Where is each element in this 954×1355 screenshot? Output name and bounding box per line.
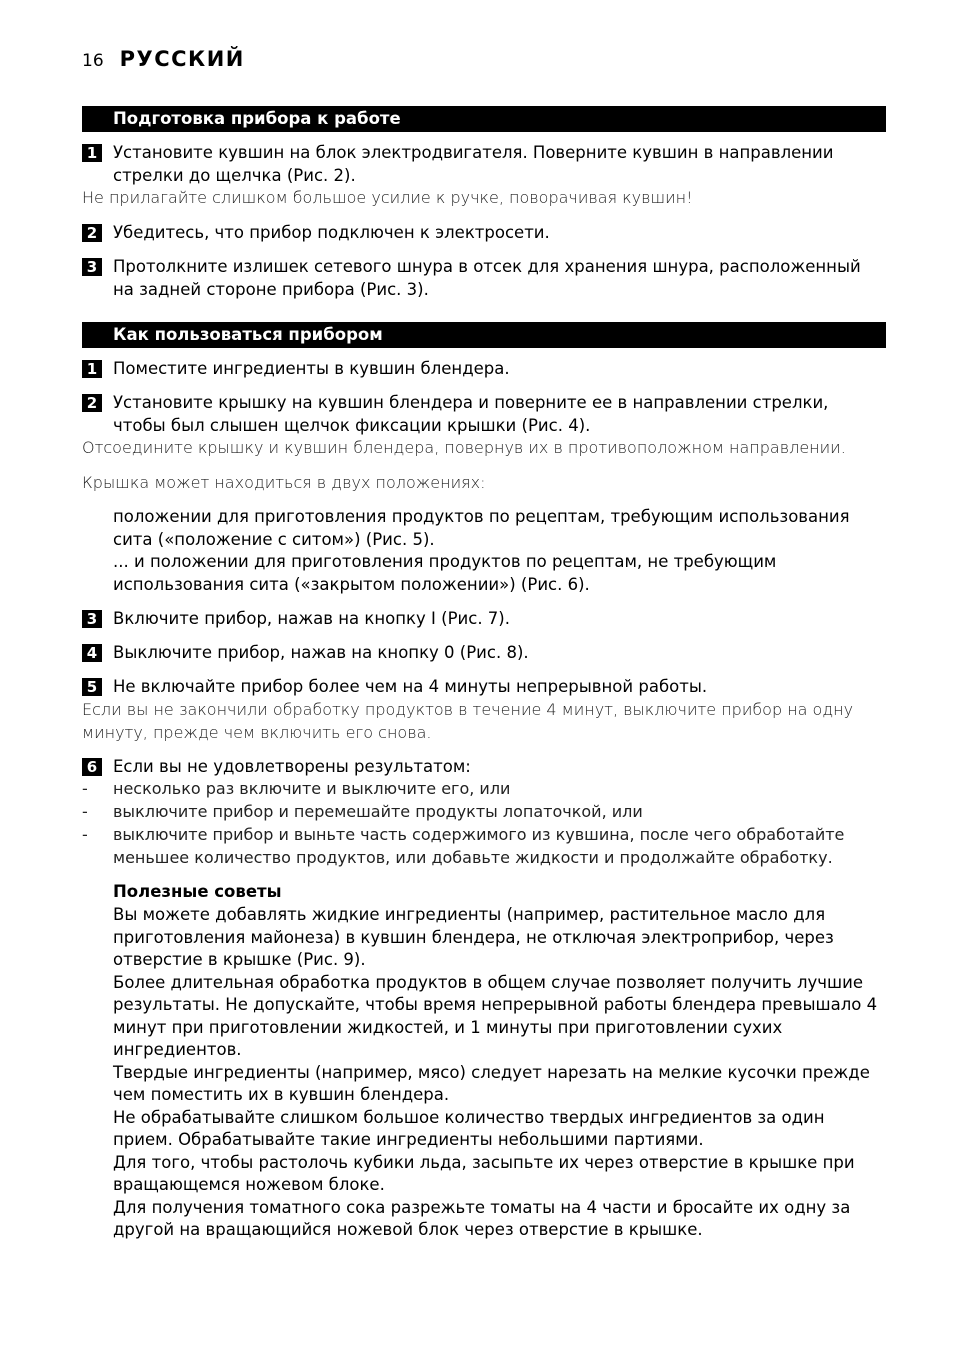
usage-step-1: [82, 358, 886, 381]
section-heading-usage: Как пользоваться прибором: [82, 322, 886, 348]
tips-heading: Полезные советы: [113, 882, 282, 901]
step-text: Протолкните излишек сетевого шнура в отсек для хранения шнура, расположенный на задней стороне прибора (Рис. 3).: [113, 257, 861, 299]
step-text: Поместите ингредиенты в кувшин блендера.: [113, 359, 510, 378]
step-number: 3: [82, 258, 102, 276]
lid-position-1: положении для приготовления продуктов по рецептам, требующим использования сита («положение с ситом») (Рис. 5).: [113, 507, 850, 549]
step-number: 1: [82, 360, 102, 378]
step-number: 2: [82, 224, 102, 242]
tips-list: [113, 904, 886, 1242]
dash-marker: -: [82, 802, 88, 821]
section-heading-preparation: Подготовка прибора к работе: [82, 106, 886, 132]
prep-step-1: [82, 142, 886, 187]
prep-step-2: [82, 222, 886, 245]
usage-step-6: [82, 756, 886, 779]
step-number: 3: [82, 610, 102, 628]
dash-marker: -: [82, 779, 88, 798]
language-title: РУССКИЙ: [119, 47, 245, 71]
step-number: 1: [82, 144, 102, 162]
list-item-text: выключите прибор и выньте часть содержимого из кувшина, после чего обработайте меньшее количество продуктов, или добавьте жидкости и продолжайте обработку.: [113, 825, 845, 867]
list-item-text: выключите прибор и перемешайте продукты лопаточкой, или: [113, 802, 643, 821]
step-text: Не включайте прибор более чем на 4 минуты непрерывной работы.: [113, 677, 708, 696]
list-item: [82, 778, 886, 801]
lid-position-2: ... и положении для приготовления продуктов по рецептам, не требующим использования сита («закрытом положении») (Рис. 6).: [113, 552, 777, 594]
step-number: 6: [82, 758, 102, 776]
prep-step-3: [82, 256, 886, 301]
step-text: Установите кувшин на блок электродвигателя. Поверните кувшин в направлении стрелки до щелчка (Рис. 2).: [113, 143, 834, 185]
usage-note-detach: Отсоедините крышку и кувшин блендера, повернув их в противоположном направлении.: [82, 438, 846, 457]
tip-item: Более длительная обработка продуктов в общем случае позволяет получить лучшие результаты. Не допускайте, чтобы время непрерывной работы блендера превышало 4 минут при приготовлении жидкостей, и 1 минуты при приготовлении сухих ингредиентов.: [113, 972, 878, 1059]
usage-step-4: [82, 642, 886, 665]
list-item: [82, 824, 886, 869]
tip-item: Для того, чтобы растолочь кубики льда, засыпьте их через отверстие в крышке при вращающемся ножевом блоке.: [113, 1152, 855, 1194]
tip-item: Вы можете добавлять жидкие ингредиенты (например, растительное масло для приготовления майонеза) в кувшин блендера, не отключая электроприбор, через отверстие в крышке (Рис. 9).: [113, 905, 834, 969]
tip-item: Для получения томатного сока разрежьте томаты на 4 части и бросайте их одну за другой на вращающийся ножевой блок через отверстие в крышке.: [113, 1197, 851, 1239]
step-number: 4: [82, 644, 102, 662]
usage-step-5: [82, 676, 886, 699]
usage-note-positions: Крышка может находиться в двух положениях:: [82, 473, 486, 492]
step-text: Убедитесь, что прибор подключен к электросети.: [113, 223, 550, 242]
tip-item: Твердые ингредиенты (например, мясо) следует нарезать на мелкие кусочки прежде чем поместить их в кувшин блендера.: [113, 1062, 870, 1104]
page-number: 16: [82, 51, 104, 71]
tip-item: Не обрабатывайте слишком большое количество твердых ингредиентов за один прием. Обрабатывайте такие ингредиенты небольшими партиями.: [113, 1107, 825, 1149]
prep-note-1: Не прилагайте слишком большое усилие к ручке, поворачивая кувшин!: [82, 188, 693, 207]
dash-marker: -: [82, 825, 88, 844]
usage-step-3: [82, 608, 886, 631]
usage-note-step5: Если вы не закончили обработку продуктов в течение 4 минут, выключите прибор на одну минуту, прежде чем включить его снова.: [82, 700, 854, 742]
step-text: Если вы не удовлетворены результатом:: [113, 757, 471, 776]
step-number: 5: [82, 678, 102, 696]
usage-step-2: [82, 392, 886, 437]
list-item-text: несколько раз включите и выключите его, или: [113, 779, 511, 798]
list-item: [82, 801, 886, 824]
step-text: Выключите прибор, нажав на кнопку 0 (Рис. 8).: [113, 643, 529, 662]
step-text: Установите крышку на кувшин блендера и поверните ее в направлении стрелки, чтобы был слышен щелчок фиксации крышки (Рис. 4).: [113, 393, 829, 435]
step-number: 2: [82, 394, 102, 412]
page-header: [82, 47, 245, 77]
step-text: Включите прибор, нажав на кнопку I (Рис. 7).: [113, 609, 510, 628]
